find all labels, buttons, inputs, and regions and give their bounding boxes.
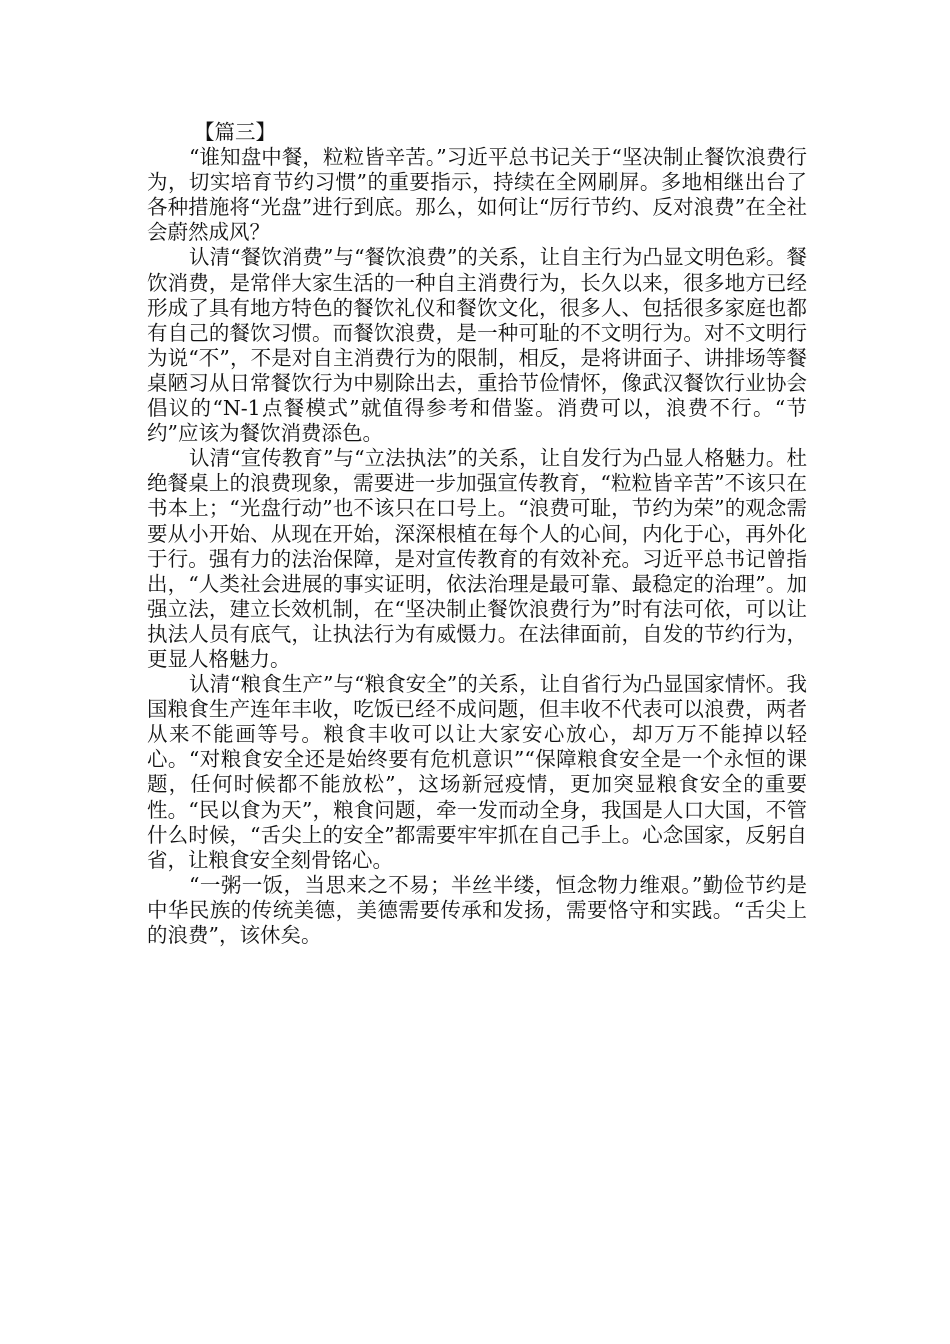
section-heading: 【篇三】 [194, 120, 276, 144]
article-body [147, 120, 807, 948]
paragraph-1: “谁知盘中餐，粒粒皆辛苦。”习近平总书记关于“坚决制止餐饮浪费行为，切实培育节约习惯”的重要指示，持续在全网刷屏。多地相继出台了各种措施将“光盘”进行到底。那么，如何让“厉行节约、反对浪费”在全社会蔚然成风？ [147, 145, 807, 245]
paragraph-3: 认清“宣传教育”与“立法执法”的关系，让自发行为凸显人格魅力。杜绝餐桌上的浪费现象，需要进一步加强宣传教育，“粒粒皆辛苦”不该只在书本上；“光盘行动”也不该只在口号上。“浪费可耻，节约为荣”的观念需要从小开始、从现在开始，深深根植在每个人的心间，内化于心，再外化于行。强有力的法治保障，是对宣传教育的有效补充。习近平总书记曾指出，“人类社会进展的事实证明，依法治理是最可靠、最稳定的治理”。加强立法，建立长效机制，在“坚决制止餐饮浪费行为”时有法可依，可以让执法人员有底气，让执法行为有威慑力。在法律面前，自发的节约行为，更显人格魅力。 [147, 446, 807, 671]
paragraph-2: 认清“餐饮消费”与“餐饮浪费”的关系，让自主行为凸显文明色彩。餐饮消费，是常伴大家生活的一种自主消费行为，长久以来，很多地方已经形成了具有地方特色的餐饮礼仪和餐饮文化，很多人、包括很多家庭也都有自己的餐饮习惯。而餐饮浪费，是一种可耻的不文明行为。对不文明行为说“不”，不是对自主消费行为的限制，相反，是将讲面子、讲排场等餐桌陋习从日常餐饮行为中剔除出去，重拾节俭情怀，像武汉餐饮行业协会倡议的“N-1点餐模式”就值得参考和借鉴。消费可以，浪费不行。“节约”应该为餐饮消费添色。 [147, 245, 807, 446]
paragraph-5: “一粥一饭，当思来之不易；半丝半缕，恒念物力维艰。”勤俭节约是中华民族的传统美德，美德需要传承和发扬，需要恪守和实践。“舌尖上的浪费”，该休矣。 [147, 872, 807, 947]
paragraph-4: 认清“粮食生产”与“粮食安全”的关系，让自省行为凸显国家情怀。我国粮食生产连年丰收，吃饭已经不成问题，但丰收不代表可以浪费，两者从来不能画等号。粮食丰收可以让大家安心放心，却万万不能掉以轻心。“对粮食安全还是始终要有危机意识”“保障粮食安全是一个永恒的课题，任何时候都不能放松”，这场新冠疫情，更加突显粮食安全的重要性。“民以食为天”，粮食问题，牵一发而动全身，我国是人口大国，不管什么时候，“舌尖上的安全”都需要牢牢抓在自己手上。心念国家，反躬自省，让粮食安全刻骨铭心。 [147, 672, 807, 872]
